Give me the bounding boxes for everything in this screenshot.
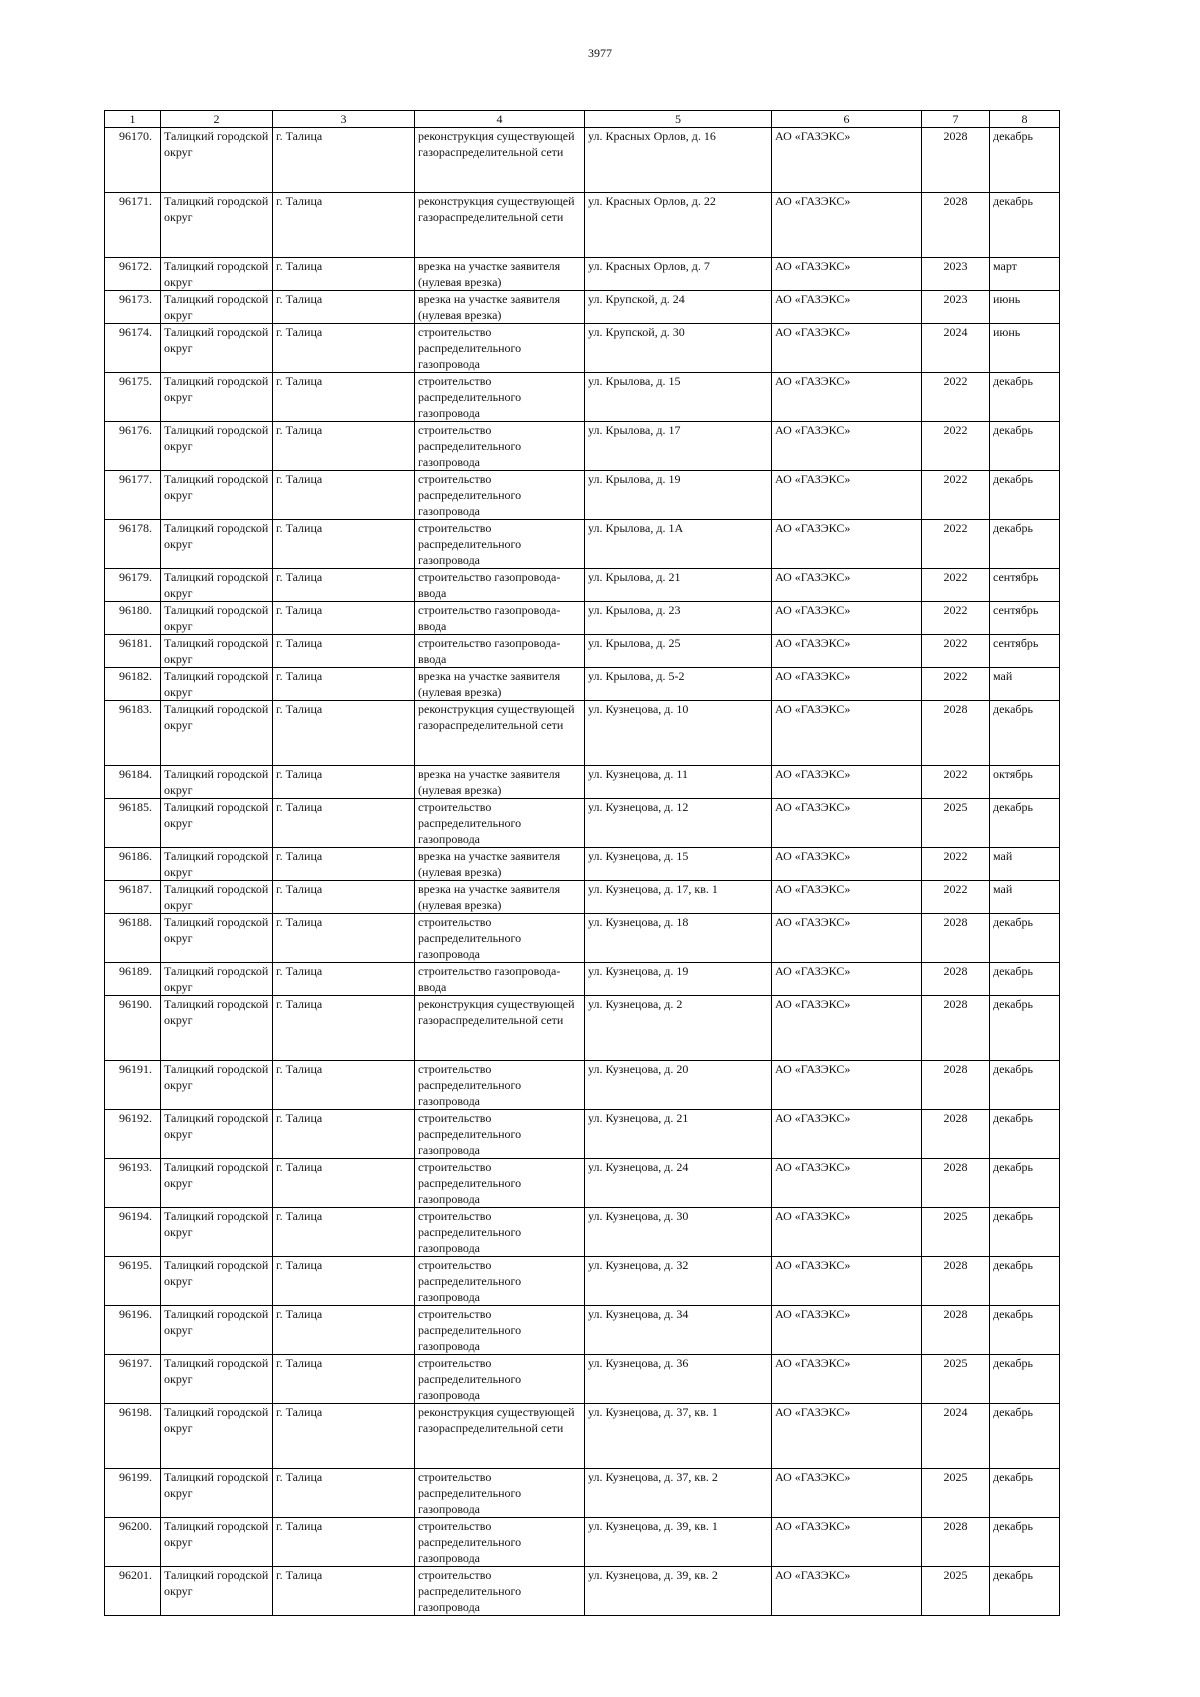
month-cell: декабрь	[990, 1518, 1060, 1567]
year-cell: 2022	[922, 881, 990, 914]
work-type-cell: строительство распределительного газопровода	[415, 1257, 585, 1306]
settlement-cell: г. Талица	[273, 1306, 415, 1355]
row-number: 96181.	[105, 635, 161, 668]
row-number: 96199.	[105, 1469, 161, 1518]
month-cell: декабрь	[990, 996, 1060, 1061]
row-number: 96176.	[105, 422, 161, 471]
column-header: 2	[161, 111, 273, 128]
month-cell: декабрь	[990, 422, 1060, 471]
year-cell: 2028	[922, 701, 990, 766]
table-row	[105, 324, 1060, 373]
address-cell: ул. Кузнецова, д. 37, кв. 1	[585, 1404, 772, 1469]
table-row	[105, 1404, 1060, 1469]
year-cell: 2022	[922, 668, 990, 701]
work-type-cell: реконструкция существующей газораспределительной сети	[415, 996, 585, 1061]
row-number: 96183.	[105, 701, 161, 766]
year-cell: 2028	[922, 1061, 990, 1110]
work-type-cell: врезка на участке заявителя (нулевая врезка)	[415, 766, 585, 799]
row-number: 96194.	[105, 1208, 161, 1257]
work-type-cell: строительство распределительного газопровода	[415, 1306, 585, 1355]
table-row	[105, 1567, 1060, 1616]
month-cell: октябрь	[990, 766, 1060, 799]
table-row	[105, 373, 1060, 422]
district-cell: Талицкий городской округ	[161, 1404, 273, 1469]
address-cell: ул. Кузнецова, д. 36	[585, 1355, 772, 1404]
table-row	[105, 1257, 1060, 1306]
work-type-cell: строительство распределительного газопровода	[415, 1208, 585, 1257]
settlement-cell: г. Талица	[273, 291, 415, 324]
year-cell: 2028	[922, 1257, 990, 1306]
column-header: 5	[585, 111, 772, 128]
organization-cell: АО «ГАЗЭКС»	[772, 1404, 922, 1469]
month-cell: декабрь	[990, 128, 1060, 193]
settlement-cell: г. Талица	[273, 1567, 415, 1616]
district-cell: Талицкий городской округ	[161, 602, 273, 635]
month-cell: март	[990, 258, 1060, 291]
address-cell: ул. Кузнецова, д. 34	[585, 1306, 772, 1355]
address-cell: ул. Крылова, д. 1А	[585, 520, 772, 569]
row-number: 96191.	[105, 1061, 161, 1110]
address-cell: ул. Крупской, д. 30	[585, 324, 772, 373]
table-row	[105, 848, 1060, 881]
table-row	[105, 1469, 1060, 1518]
month-cell: май	[990, 881, 1060, 914]
year-cell: 2022	[922, 520, 990, 569]
district-cell: Талицкий городской округ	[161, 1110, 273, 1159]
table-row	[105, 766, 1060, 799]
table-row	[105, 668, 1060, 701]
settlement-cell: г. Талица	[273, 520, 415, 569]
organization-cell: АО «ГАЗЭКС»	[772, 1208, 922, 1257]
address-cell: ул. Кузнецова, д. 39, кв. 2	[585, 1567, 772, 1616]
row-number: 96189.	[105, 963, 161, 996]
column-header: 7	[922, 111, 990, 128]
row-number: 96184.	[105, 766, 161, 799]
table-row	[105, 193, 1060, 258]
district-cell: Талицкий городской округ	[161, 668, 273, 701]
district-cell: Талицкий городской округ	[161, 471, 273, 520]
organization-cell: АО «ГАЗЭКС»	[772, 471, 922, 520]
work-type-cell: строительство распределительного газопровода	[415, 324, 585, 373]
row-number: 96173.	[105, 291, 161, 324]
address-cell: ул. Кузнецова, д. 18	[585, 914, 772, 963]
page-number: 3977	[588, 46, 612, 60]
year-cell: 2022	[922, 422, 990, 471]
address-cell: ул. Крылова, д. 5-2	[585, 668, 772, 701]
work-type-cell: строительство распределительного газопровода	[415, 799, 585, 848]
address-cell: ул. Кузнецова, д. 11	[585, 766, 772, 799]
work-type-cell: реконструкция существующей газораспределительной сети	[415, 1404, 585, 1469]
district-cell: Талицкий городской округ	[161, 963, 273, 996]
year-cell: 2028	[922, 914, 990, 963]
address-cell: ул. Крылова, д. 17	[585, 422, 772, 471]
organization-cell: АО «ГАЗЭКС»	[772, 422, 922, 471]
row-number: 96188.	[105, 914, 161, 963]
organization-cell: АО «ГАЗЭКС»	[772, 1257, 922, 1306]
settlement-cell: г. Талица	[273, 602, 415, 635]
year-cell: 2028	[922, 128, 990, 193]
table-row	[105, 701, 1060, 766]
month-cell: декабрь	[990, 963, 1060, 996]
month-cell: декабрь	[990, 1404, 1060, 1469]
address-cell: ул. Красных Орлов, д. 16	[585, 128, 772, 193]
address-cell: ул. Красных Орлов, д. 22	[585, 193, 772, 258]
table-row	[105, 963, 1060, 996]
work-type-cell: строительство распределительного газопровода	[415, 1567, 585, 1616]
table-row	[105, 881, 1060, 914]
work-type-cell: строительство распределительного газопровода	[415, 1159, 585, 1208]
work-type-cell: строительство газопровода-ввода	[415, 569, 585, 602]
column-header: 3	[273, 111, 415, 128]
organization-cell: АО «ГАЗЭКС»	[772, 766, 922, 799]
settlement-cell: г. Талица	[273, 1469, 415, 1518]
table-row	[105, 1208, 1060, 1257]
month-cell: июнь	[990, 324, 1060, 373]
month-cell: сентябрь	[990, 569, 1060, 602]
organization-cell: АО «ГАЗЭКС»	[772, 1061, 922, 1110]
work-type-cell: строительство распределительного газопровода	[415, 914, 585, 963]
organization-cell: АО «ГАЗЭКС»	[772, 635, 922, 668]
settlement-cell: г. Талица	[273, 128, 415, 193]
table-row	[105, 914, 1060, 963]
address-cell: ул. Крылова, д. 23	[585, 602, 772, 635]
year-cell: 2022	[922, 602, 990, 635]
table-row	[105, 1159, 1060, 1208]
year-cell: 2025	[922, 1355, 990, 1404]
work-type-cell: врезка на участке заявителя (нулевая врезка)	[415, 881, 585, 914]
table-row	[105, 1061, 1060, 1110]
work-type-cell: строительство распределительного газопровода	[415, 471, 585, 520]
address-cell: ул. Кузнецова, д. 12	[585, 799, 772, 848]
address-cell: ул. Кузнецова, д. 2	[585, 996, 772, 1061]
gas-works-table	[104, 110, 1060, 1616]
column-header: 6	[772, 111, 922, 128]
settlement-cell: г. Талица	[273, 848, 415, 881]
table-row	[105, 471, 1060, 520]
settlement-cell: г. Талица	[273, 1208, 415, 1257]
settlement-cell: г. Талица	[273, 1518, 415, 1567]
district-cell: Талицкий городской округ	[161, 848, 273, 881]
address-cell: ул. Кузнецова, д. 17, кв. 1	[585, 881, 772, 914]
district-cell: Талицкий городской округ	[161, 291, 273, 324]
organization-cell: АО «ГАЗЭКС»	[772, 193, 922, 258]
row-number: 96182.	[105, 668, 161, 701]
organization-cell: АО «ГАЗЭКС»	[772, 1518, 922, 1567]
month-cell: декабрь	[990, 701, 1060, 766]
organization-cell: АО «ГАЗЭКС»	[772, 291, 922, 324]
work-type-cell: строительство газопровода-ввода	[415, 602, 585, 635]
column-header: 1	[105, 111, 161, 128]
organization-cell: АО «ГАЗЭКС»	[772, 914, 922, 963]
settlement-cell: г. Талица	[273, 766, 415, 799]
district-cell: Талицкий городской округ	[161, 128, 273, 193]
month-cell: сентябрь	[990, 602, 1060, 635]
district-cell: Талицкий городской округ	[161, 799, 273, 848]
settlement-cell: г. Талица	[273, 1355, 415, 1404]
organization-cell: АО «ГАЗЭКС»	[772, 569, 922, 602]
year-cell: 2025	[922, 1469, 990, 1518]
month-cell: июнь	[990, 291, 1060, 324]
row-number: 96185.	[105, 799, 161, 848]
row-number: 96179.	[105, 569, 161, 602]
settlement-cell: г. Талица	[273, 258, 415, 291]
district-cell: Талицкий городской округ	[161, 193, 273, 258]
organization-cell: АО «ГАЗЭКС»	[772, 258, 922, 291]
settlement-cell: г. Талица	[273, 996, 415, 1061]
address-cell: ул. Крылова, д. 19	[585, 471, 772, 520]
district-cell: Талицкий городской округ	[161, 1208, 273, 1257]
settlement-cell: г. Талица	[273, 1159, 415, 1208]
year-cell: 2024	[922, 324, 990, 373]
month-cell: декабрь	[990, 1567, 1060, 1616]
work-type-cell: строительство распределительного газопровода	[415, 1518, 585, 1567]
settlement-cell: г. Талица	[273, 1257, 415, 1306]
district-cell: Талицкий городской округ	[161, 258, 273, 291]
row-number: 96201.	[105, 1567, 161, 1616]
settlement-cell: г. Талица	[273, 373, 415, 422]
month-cell: декабрь	[990, 1110, 1060, 1159]
settlement-cell: г. Талица	[273, 1110, 415, 1159]
district-cell: Талицкий городской округ	[161, 1567, 273, 1616]
work-type-cell: строительство распределительного газопровода	[415, 373, 585, 422]
district-cell: Талицкий городской округ	[161, 569, 273, 602]
year-cell: 2024	[922, 1404, 990, 1469]
column-number-row	[105, 111, 1060, 128]
row-number: 96180.	[105, 602, 161, 635]
district-cell: Талицкий городской округ	[161, 520, 273, 569]
column-header: 4	[415, 111, 585, 128]
month-cell: май	[990, 668, 1060, 701]
work-type-cell: врезка на участке заявителя (нулевая врезка)	[415, 668, 585, 701]
organization-cell: АО «ГАЗЭКС»	[772, 128, 922, 193]
settlement-cell: г. Талица	[273, 668, 415, 701]
year-cell: 2028	[922, 963, 990, 996]
district-cell: Талицкий городской округ	[161, 324, 273, 373]
column-header: 8	[990, 111, 1060, 128]
work-type-cell: реконструкция существующей газораспределительной сети	[415, 128, 585, 193]
table-row	[105, 602, 1060, 635]
table-row	[105, 128, 1060, 193]
year-cell: 2023	[922, 291, 990, 324]
month-cell: декабрь	[990, 193, 1060, 258]
address-cell: ул. Крылова, д. 25	[585, 635, 772, 668]
organization-cell: АО «ГАЗЭКС»	[772, 701, 922, 766]
address-cell: ул. Крупской, д. 24	[585, 291, 772, 324]
row-number: 96178.	[105, 520, 161, 569]
table-row	[105, 1518, 1060, 1567]
address-cell: ул. Кузнецова, д. 39, кв. 1	[585, 1518, 772, 1567]
month-cell: май	[990, 848, 1060, 881]
district-cell: Талицкий городской округ	[161, 1306, 273, 1355]
settlement-cell: г. Талица	[273, 799, 415, 848]
work-type-cell: реконструкция существующей газораспределительной сети	[415, 193, 585, 258]
district-cell: Талицкий городской округ	[161, 1469, 273, 1518]
year-cell: 2028	[922, 1518, 990, 1567]
settlement-cell: г. Талица	[273, 914, 415, 963]
year-cell: 2028	[922, 1110, 990, 1159]
month-cell: декабрь	[990, 471, 1060, 520]
district-cell: Талицкий городской округ	[161, 1355, 273, 1404]
year-cell: 2023	[922, 258, 990, 291]
year-cell: 2022	[922, 373, 990, 422]
year-cell: 2025	[922, 799, 990, 848]
year-cell: 2022	[922, 569, 990, 602]
settlement-cell: г. Талица	[273, 1061, 415, 1110]
year-cell: 2025	[922, 1567, 990, 1616]
address-cell: ул. Кузнецова, д. 20	[585, 1061, 772, 1110]
work-type-cell: строительство распределительного газопровода	[415, 1110, 585, 1159]
organization-cell: АО «ГАЗЭКС»	[772, 1306, 922, 1355]
row-number: 96193.	[105, 1159, 161, 1208]
district-cell: Талицкий городской округ	[161, 766, 273, 799]
year-cell: 2028	[922, 1306, 990, 1355]
table-row	[105, 520, 1060, 569]
organization-cell: АО «ГАЗЭКС»	[772, 520, 922, 569]
table-row	[105, 1355, 1060, 1404]
table-row	[105, 996, 1060, 1061]
district-cell: Талицкий городской округ	[161, 422, 273, 471]
address-cell: ул. Красных Орлов, д. 7	[585, 258, 772, 291]
organization-cell: АО «ГАЗЭКС»	[772, 324, 922, 373]
year-cell: 2028	[922, 193, 990, 258]
address-cell: ул. Кузнецова, д. 24	[585, 1159, 772, 1208]
work-type-cell: строительство газопровода-ввода	[415, 635, 585, 668]
year-cell: 2022	[922, 848, 990, 881]
month-cell: декабрь	[990, 1208, 1060, 1257]
month-cell: декабрь	[990, 1306, 1060, 1355]
row-number: 96192.	[105, 1110, 161, 1159]
year-cell: 2028	[922, 996, 990, 1061]
settlement-cell: г. Талица	[273, 881, 415, 914]
district-cell: Талицкий городской округ	[161, 373, 273, 422]
settlement-cell: г. Талица	[273, 701, 415, 766]
month-cell: декабрь	[990, 1469, 1060, 1518]
settlement-cell: г. Талица	[273, 422, 415, 471]
organization-cell: АО «ГАЗЭКС»	[772, 668, 922, 701]
month-cell: декабрь	[990, 1061, 1060, 1110]
row-number: 96197.	[105, 1355, 161, 1404]
work-type-cell: врезка на участке заявителя (нулевая врезка)	[415, 848, 585, 881]
organization-cell: АО «ГАЗЭКС»	[772, 881, 922, 914]
table-row	[105, 799, 1060, 848]
district-cell: Талицкий городской округ	[161, 881, 273, 914]
row-number: 96186.	[105, 848, 161, 881]
district-cell: Талицкий городской округ	[161, 1159, 273, 1208]
row-number: 96187.	[105, 881, 161, 914]
table-row	[105, 1110, 1060, 1159]
settlement-cell: г. Талица	[273, 963, 415, 996]
work-type-cell: врезка на участке заявителя (нулевая врезка)	[415, 291, 585, 324]
work-type-cell: строительство распределительного газопровода	[415, 520, 585, 569]
address-cell: ул. Кузнецова, д. 10	[585, 701, 772, 766]
table-row	[105, 422, 1060, 471]
table-row	[105, 569, 1060, 602]
table-row	[105, 1306, 1060, 1355]
settlement-cell: г. Талица	[273, 471, 415, 520]
work-type-cell: строительство газопровода-ввода	[415, 963, 585, 996]
row-number: 96195.	[105, 1257, 161, 1306]
address-cell: ул. Кузнецова, д. 32	[585, 1257, 772, 1306]
year-cell: 2025	[922, 1208, 990, 1257]
month-cell: декабрь	[990, 914, 1060, 963]
settlement-cell: г. Талица	[273, 324, 415, 373]
row-number: 96177.	[105, 471, 161, 520]
row-number: 96172.	[105, 258, 161, 291]
row-number: 96174.	[105, 324, 161, 373]
row-number: 96175.	[105, 373, 161, 422]
settlement-cell: г. Талица	[273, 193, 415, 258]
address-cell: ул. Кузнецова, д. 21	[585, 1110, 772, 1159]
settlement-cell: г. Талица	[273, 1404, 415, 1469]
work-type-cell: врезка на участке заявителя (нулевая врезка)	[415, 258, 585, 291]
row-number: 96171.	[105, 193, 161, 258]
month-cell: декабрь	[990, 1355, 1060, 1404]
district-cell: Талицкий городской округ	[161, 635, 273, 668]
address-cell: ул. Кузнецова, д. 15	[585, 848, 772, 881]
district-cell: Талицкий городской округ	[161, 1518, 273, 1567]
year-cell: 2022	[922, 471, 990, 520]
work-type-cell: строительство распределительного газопровода	[415, 1355, 585, 1404]
district-cell: Талицкий городской округ	[161, 701, 273, 766]
address-cell: ул. Кузнецова, д. 19	[585, 963, 772, 996]
address-cell: ул. Кузнецова, д. 30	[585, 1208, 772, 1257]
row-number: 96196.	[105, 1306, 161, 1355]
organization-cell: АО «ГАЗЭКС»	[772, 1469, 922, 1518]
organization-cell: АО «ГАЗЭКС»	[772, 1110, 922, 1159]
district-cell: Талицкий городской округ	[161, 996, 273, 1061]
work-type-cell: реконструкция существующей газораспределительной сети	[415, 701, 585, 766]
month-cell: декабрь	[990, 1159, 1060, 1208]
row-number: 96170.	[105, 128, 161, 193]
address-cell: ул. Кузнецова, д. 37, кв. 2	[585, 1469, 772, 1518]
month-cell: декабрь	[990, 799, 1060, 848]
organization-cell: АО «ГАЗЭКС»	[772, 1567, 922, 1616]
row-number: 96198.	[105, 1404, 161, 1469]
address-cell: ул. Крылова, д. 21	[585, 569, 772, 602]
month-cell: декабрь	[990, 1257, 1060, 1306]
settlement-cell: г. Талица	[273, 569, 415, 602]
year-cell: 2028	[922, 1159, 990, 1208]
row-number: 96190.	[105, 996, 161, 1061]
organization-cell: АО «ГАЗЭКС»	[772, 602, 922, 635]
table-row	[105, 635, 1060, 668]
district-cell: Талицкий городской округ	[161, 1061, 273, 1110]
year-cell: 2022	[922, 635, 990, 668]
organization-cell: АО «ГАЗЭКС»	[772, 373, 922, 422]
address-cell: ул. Крылова, д. 15	[585, 373, 772, 422]
district-cell: Талицкий городской округ	[161, 914, 273, 963]
organization-cell: АО «ГАЗЭКС»	[772, 1159, 922, 1208]
row-number: 96200.	[105, 1518, 161, 1567]
month-cell: сентябрь	[990, 635, 1060, 668]
organization-cell: АО «ГАЗЭКС»	[772, 848, 922, 881]
table-row	[105, 291, 1060, 324]
organization-cell: АО «ГАЗЭКС»	[772, 799, 922, 848]
month-cell: декабрь	[990, 520, 1060, 569]
work-type-cell: строительство распределительного газопровода	[415, 1469, 585, 1518]
organization-cell: АО «ГАЗЭКС»	[772, 963, 922, 996]
year-cell: 2022	[922, 766, 990, 799]
organization-cell: АО «ГАЗЭКС»	[772, 996, 922, 1061]
settlement-cell: г. Талица	[273, 635, 415, 668]
organization-cell: АО «ГАЗЭКС»	[772, 1355, 922, 1404]
district-cell: Талицкий городской округ	[161, 1257, 273, 1306]
work-type-cell: строительство распределительного газопровода	[415, 1061, 585, 1110]
table-row	[105, 258, 1060, 291]
work-type-cell: строительство распределительного газопровода	[415, 422, 585, 471]
month-cell: декабрь	[990, 373, 1060, 422]
